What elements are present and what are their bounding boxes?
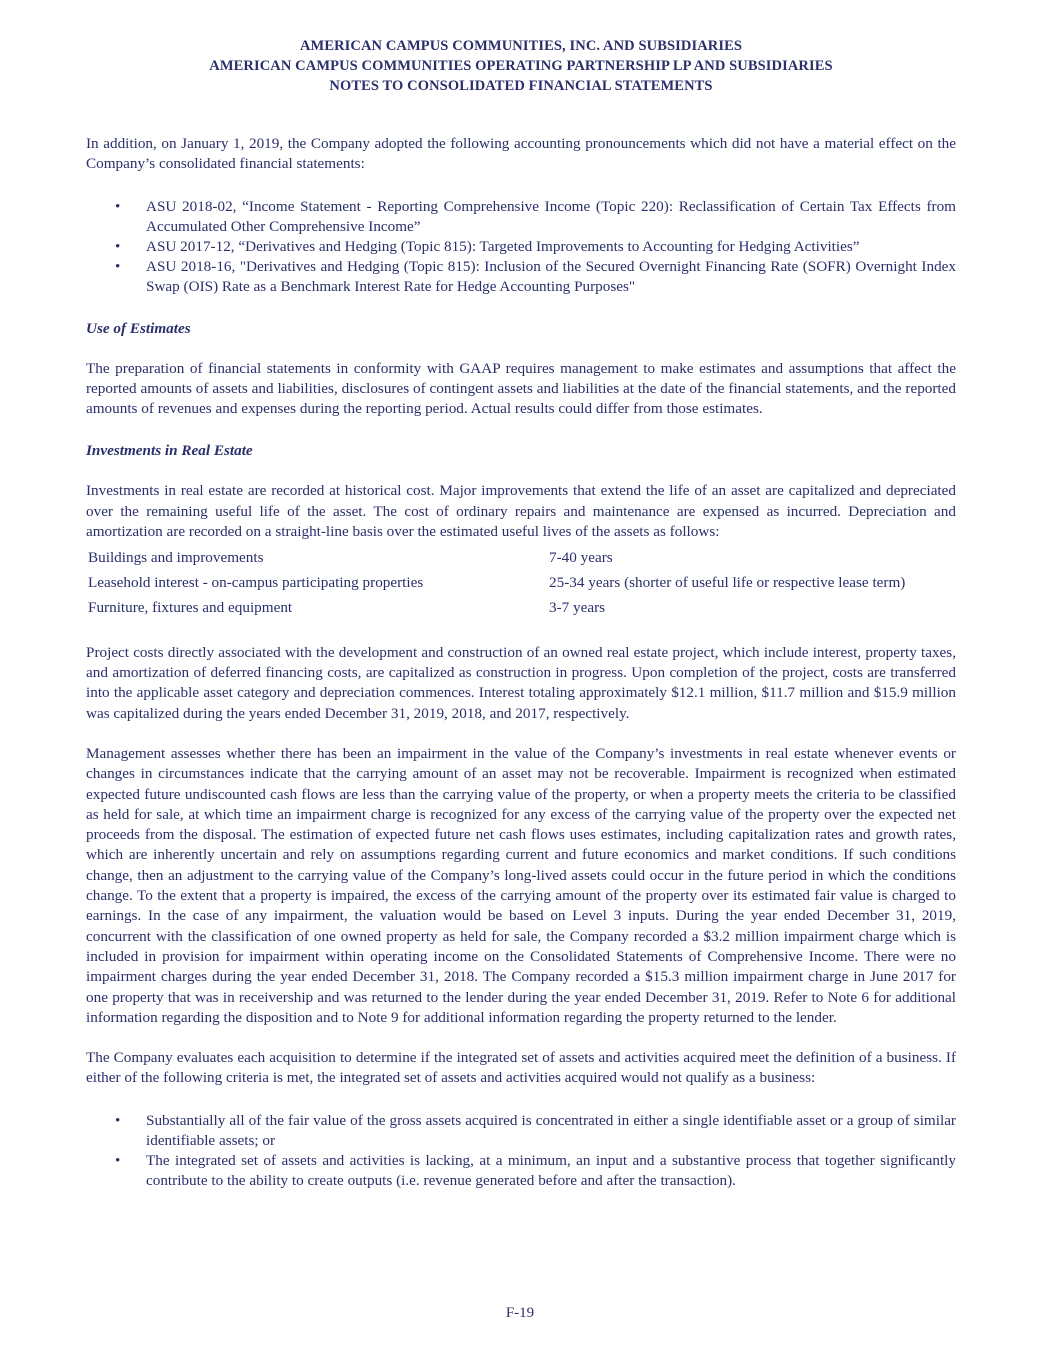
header-notes-title: NOTES TO CONSOLIDATED FINANCIAL STATEMENTS: [329, 78, 713, 94]
impairment-paragraph: Management assesses whether there has been an impairment in the value of the Company’s investments in real estate whenever events or changes in circumstances indicate that the carrying amount of an asset may not be recoverable. Impairment is recognized when estimated expected future undiscounted cash flows are less than the carrying value of the property, or when a property meets the criteria to be classified as held for sale, at which time an impairment charge is recognized for any excess of the carrying value of the property over the expected net proceeds from the disposal. The estimation of expected future net cash flows uses estimates, including capitalization rates and growth rates, which are inherently uncertain and rely on assumptions regarding current and future economics and market conditions. If such conditions change, then an adjustment to the carrying value of the Company’s long-lived assets could occur in the future period in which the conditions change. To the extent that a property is impaired, the excess of the carrying amount of the property over its estimated fair value is charged to earnings. In the case of any impairment, the valuation would be based on Level 3 inputs. During the year ended December 31, 2019, concurrent with the classification of one owned property as held for sale, the Company recorded a $3.2 million impairment charge which is included in provision for impairment within operating income on the Consolidated Statements of Comprehensive Income. There were no impairment charges during the year ended December 31, 2018. The Company recorded a $15.3 million impairment charge in June 2017 for one property that was in receivership and was returned to the lender during the year ended December 31, 2019. Refer to Note 6 for additional information regarding the disposition and to Note 9 for additional information regarding the property returned to the lender.: [86, 744, 956, 1026]
asu-item: [86, 237, 956, 257]
bullet-icon: •: [115, 197, 121, 215]
page-number: F-19: [505, 1305, 535, 1321]
table-row: [86, 573, 905, 598]
criteria-item-text: The integrated set of assets and activities is lacking, at a minimum, an input and a substantive process that together significantly contribute to the ability to create outputs (i.e. revenue generated before and after the transaction).: [146, 1151, 956, 1189]
bullet-icon: •: [115, 257, 121, 275]
asu-item: [86, 257, 956, 297]
table-row: [86, 598, 905, 623]
useful-lives-table: [86, 548, 905, 622]
asu-item: [86, 197, 956, 237]
real-estate-paragraph-1: Investments in real estate are recorded at historical cost. Major improvements that extend the life of an asset are capitalized and depreciated over the remaining useful life of the asset. The cost of ordinary repairs and maintenance are expensed as incurred. Depreciation and amortization are recorded on a straight-line basis over the estimated useful lives of the assets as follows:: [86, 482, 956, 541]
asu-item-text: ASU 2018-02, “Income Statement - Reporting Comprehensive Income (Topic 220): Reclassification of Certain Tax Effects from Accumulated Other Comprehensive Income”: [146, 197, 956, 235]
asu-item-text: ASU 2017-12, “Derivatives and Hedging (Topic 815): Targeted Improvements to Accounting for Hedging Activities”: [146, 237, 860, 255]
criteria-item: [86, 1111, 956, 1151]
criteria-item: [86, 1151, 956, 1191]
estimates-heading: Use of Estimates: [86, 319, 191, 337]
document-page: [86, 36, 956, 1191]
bullet-icon: •: [115, 1151, 121, 1169]
table-row: [86, 548, 905, 573]
asu-list: [86, 197, 956, 297]
asset-category: Buildings and improvements: [88, 549, 264, 567]
asset-category: Furniture, fixtures and equipment: [88, 598, 293, 616]
useful-life: 7-40 years: [549, 549, 613, 567]
acquisition-paragraph: The Company evaluates each acquisition to determine if the integrated set of assets and activities acquired meet the definition of a business. If either of the following criteria is met, the integrated set of assets and activities acquired would not qualify as a business:: [86, 1049, 956, 1087]
asu-item-text: ASU 2018-16, "Derivatives and Hedging (Topic 815): Inclusion of the Secured Overnight Financing Rate (SOFR) Overnight Index Swap (OIS) Rate as a Benchmark Interest Rate for Hedge Accounting Purposes": [146, 257, 956, 295]
header-partnership: AMERICAN CAMPUS COMMUNITIES OPERATING PARTNERSHIP LP AND SUBSIDIARIES: [209, 58, 833, 74]
real-estate-heading: Investments in Real Estate: [86, 442, 253, 460]
document-header: [86, 36, 956, 96]
criteria-item-text: Substantially all of the fair value of the gross assets acquired is concentrated in either a single identifiable asset or a group of similar identifiable assets; or: [146, 1111, 956, 1149]
asset-category: Leasehold interest - on-campus participating properties: [88, 574, 424, 592]
useful-life: 25-34 years (shorter of useful life or respective lease term): [549, 574, 906, 592]
bullet-icon: •: [115, 237, 121, 255]
criteria-list: [86, 1111, 956, 1191]
intro-paragraph: In addition, on January 1, 2019, the Company adopted the following accounting pronouncements which did not have a material effect on the Company’s consolidated financial statements:: [86, 135, 956, 173]
bullet-icon: •: [115, 1111, 121, 1129]
estimates-paragraph: The preparation of financial statements in conformity with GAAP requires management to make estimates and assumptions that affect the reported amounts of assets and liabilities, disclosures of contingent assets and liabilities at the date of the financial statements, and the reported amounts of revenues and expenses during the reporting period. Actual results could differ from those estimates.: [86, 359, 956, 418]
header-company: AMERICAN CAMPUS COMMUNITIES, INC. AND SUBSIDIARIES: [299, 38, 743, 54]
real-estate-paragraph-2: Project costs directly associated with the development and construction of an owned real estate project, which include interest, property taxes, and amortization of deferred financing costs, are capitalized as construction in progress. Upon completion of the project, costs are transferred into the applicable asset category and depreciation commences. Interest totaling approximately $12.1 million, $11.7 million and $15.9 million was capitalized during the years ended December 31, 2019, 2018, and 2017, respectively.: [86, 643, 956, 722]
useful-life: 3-7 years: [549, 598, 606, 616]
